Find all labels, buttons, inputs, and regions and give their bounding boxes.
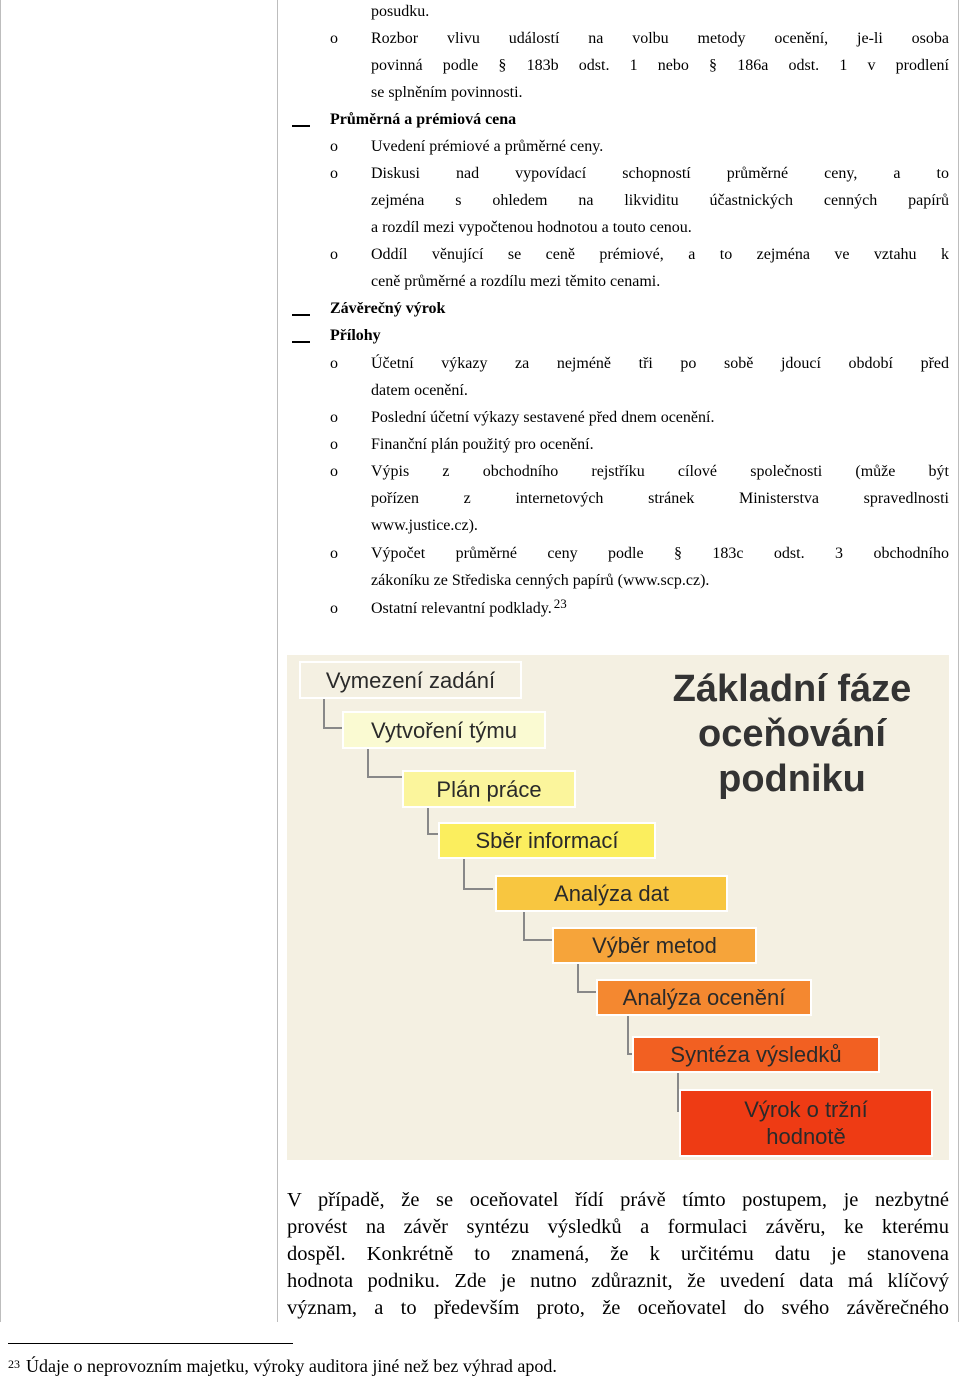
- dash-bullet: [292, 125, 310, 127]
- bullet-o: o: [330, 138, 338, 155]
- text-line: povinná podle § 183b odst. 1 nebo § 186a odst. 1 v prodlení: [371, 57, 949, 74]
- phase-step-1: Vymezení zadání: [299, 661, 522, 699]
- text-line: Výpis z obchodního rejstříku cílové společnosti (může být: [371, 463, 949, 480]
- flow-connector: [323, 697, 325, 729]
- text-line: [371, 596, 567, 618]
- flow-connector: [577, 991, 597, 993]
- text-line: se splněním povinnosti.: [371, 84, 523, 101]
- phase-step-8: Syntéza výsledků: [632, 1036, 880, 1073]
- phase-step-2: Vytvoření týmu: [342, 711, 546, 749]
- flow-connector: [523, 911, 525, 941]
- bullet-o: o: [330, 246, 338, 263]
- section-heading: Přílohy: [330, 327, 381, 344]
- figure-title-line: oceňování: [698, 713, 886, 755]
- flow-connector: [523, 939, 553, 941]
- text-line: www.justice.cz).: [371, 517, 478, 534]
- phase-step-6: Výběr metod: [552, 927, 757, 964]
- flow-connector: [463, 858, 465, 890]
- phase-step-4: Sběr informací: [438, 822, 656, 859]
- bullet-o: o: [330, 165, 338, 182]
- flow-connector: [367, 748, 369, 778]
- figure-title-line: Základní fáze: [672, 668, 912, 710]
- section-heading: Průměrná a prémiová cena: [330, 111, 517, 128]
- footnote-text: Údaje o neprovozním majetku, výroky auditora jiné než bez výhrad apod.: [26, 1356, 557, 1376]
- flow-connector: [627, 1015, 629, 1055]
- bullet-o: o: [330, 436, 338, 453]
- text-line: Poslední účetní výkazy sestavené před dnem ocenění.: [371, 409, 715, 426]
- text-line: Účetní výkazy za nejméně tři po sobě jdoucí období před: [371, 355, 949, 372]
- text-line: ceně průměrné a rozdílu mezi těmito cenami.: [371, 273, 661, 290]
- dash-bullet: [292, 314, 310, 316]
- paragraph-line: hodnota podniku. Zde je nutno zdůraznit, že uvedení data má klíčový: [287, 1270, 949, 1292]
- text-line: datem ocenění.: [371, 382, 468, 399]
- flow-connector: [463, 888, 493, 890]
- text-line: zejména s ohledem na likviditu účastnických cenných papírů: [371, 192, 949, 209]
- bullet-o: o: [330, 545, 338, 562]
- figure-title-line: podniku: [718, 758, 866, 800]
- text-line: a rozdíl mezi vypočtenou hodnotou a touto cenou.: [371, 219, 692, 236]
- section-heading: Závěrečný výrok: [330, 300, 446, 317]
- text-line: pořízen z internetových stránek Ministerstva spravedlnosti: [371, 490, 949, 507]
- footnote-number: 23: [8, 1357, 20, 1371]
- bullet-o: o: [330, 463, 338, 480]
- table-column-divider: [277, 0, 278, 1322]
- text-line: Diskusi nad vypovídací schopností průměrné ceny, a to: [371, 165, 949, 182]
- footnote-separator: [8, 1343, 293, 1344]
- bullet-o: o: [330, 30, 338, 47]
- bullet-o: o: [330, 355, 338, 372]
- text-line-content: Ostatní relevantní podklady.: [371, 600, 552, 617]
- bullet-o: o: [330, 409, 338, 426]
- bullet-o: o: [330, 600, 338, 617]
- flow-connector: [427, 807, 429, 835]
- figure-title: [642, 667, 942, 802]
- paragraph-line: dospěl. Konkrétně to znamená, že k určitému datu je stanovena: [287, 1243, 949, 1265]
- footnote-reference: 23: [553, 596, 567, 611]
- phase-step-7: Analýza ocenění: [596, 979, 812, 1016]
- flow-connector: [367, 776, 403, 778]
- valuation-phases-figure: [287, 655, 949, 1160]
- text-line: Uvedení prémiové a průměrné ceny.: [371, 138, 604, 155]
- flow-connector: [577, 963, 579, 993]
- flow-connector: [323, 727, 343, 729]
- text-line: posudku.: [371, 3, 430, 20]
- text-line: Finanční plán použitý pro ocenění.: [371, 436, 594, 453]
- text-line: Výpočet průměrné ceny podle § 183c odst. 3 obchodního: [371, 545, 949, 562]
- paragraph-line: význam, a to především proto, že oceňovatel do svého závěrečného: [287, 1297, 949, 1319]
- text-line: Oddíl věnující se ceně prémiové, a to zejména ve vztahu k: [371, 246, 949, 263]
- footnote: [8, 1354, 557, 1378]
- paragraph-line: V případě, že se oceňovatel řídí právě tímto postupem, je nezbytné: [287, 1189, 949, 1211]
- phase-step-9: Výrok o tržní hodnotě: [679, 1089, 933, 1157]
- text-line: zákoníku ze Střediska cenných papírů (www.scp.cz).: [371, 572, 710, 589]
- dash-bullet: [292, 341, 310, 343]
- phase-step-3: Plán práce: [402, 770, 576, 808]
- paragraph-line: provést na závěr syntézu výsledků a formulaci závěru, ke kterému: [287, 1216, 949, 1238]
- text-line: Rozbor vlivu událostí na volbu metody ocenění, je-li osoba: [371, 30, 949, 47]
- phase-step-5: Analýza dat: [495, 875, 728, 912]
